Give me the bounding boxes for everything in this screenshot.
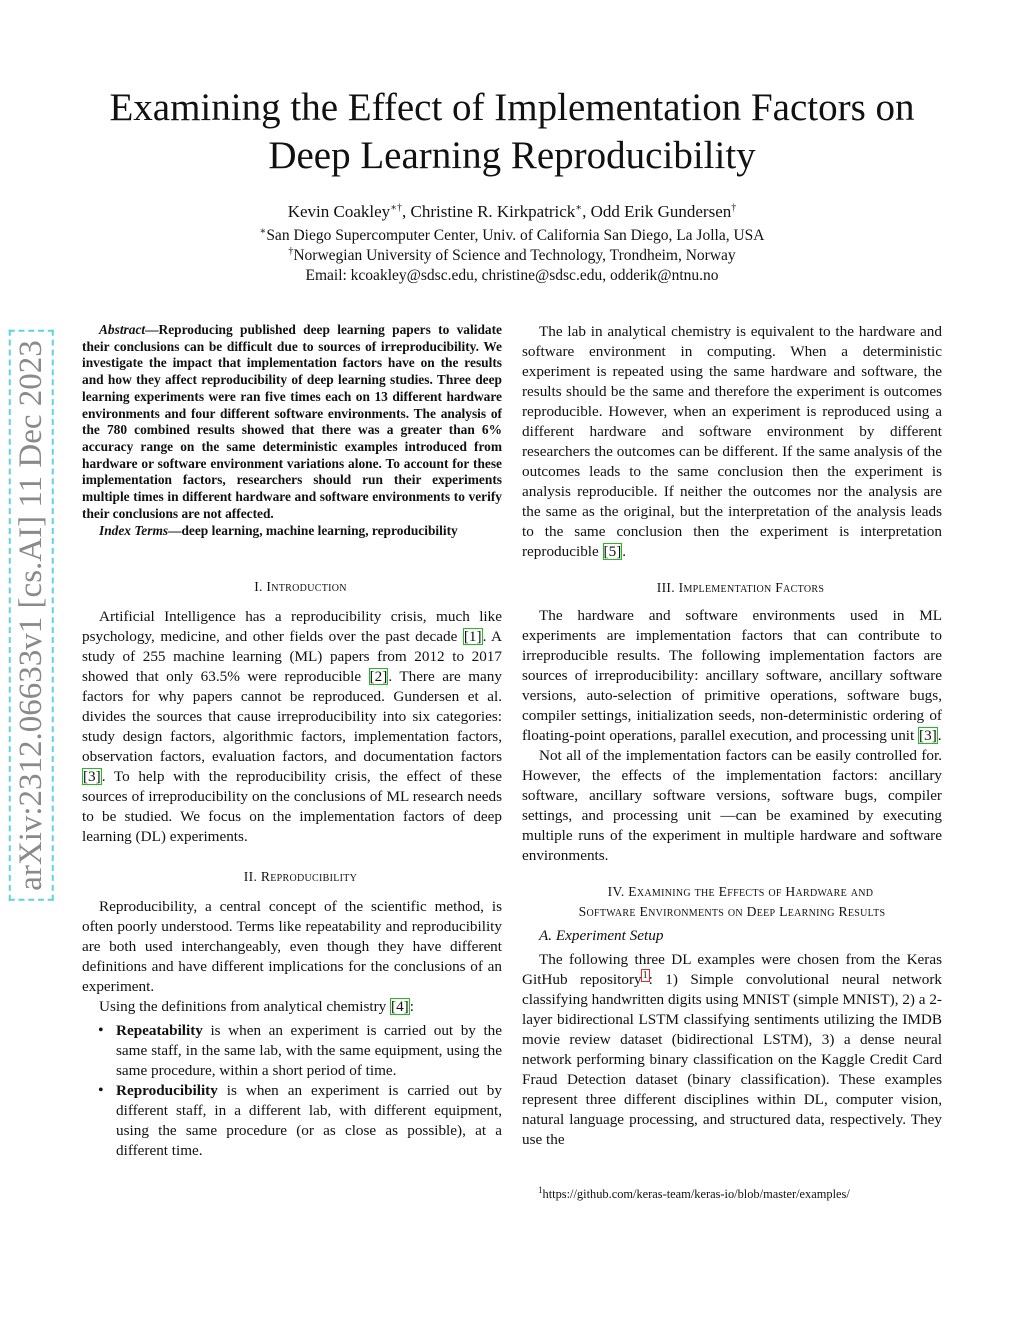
affiliation-1-mark: ∗: [259, 225, 267, 237]
repro-paragraph-3: [522, 322, 942, 562]
author-1: Kevin Coakley: [287, 202, 391, 221]
impl-paragraph-1: [522, 606, 942, 746]
bullet-term-repeatability: Repeatability: [116, 1022, 203, 1040]
author-3-mark: †: [731, 202, 737, 214]
list-item: [116, 1021, 502, 1081]
affiliation-1-text: San Diego Supercomputer Center, Univ. of California San Diego, La Jolla, USA: [266, 227, 765, 244]
repro-paragraph-1: Reproducibility, a central concept of the scientific method, is often poorly understood. Terms like repeatability and reproducibility are both used interchangeably, even though they have different definitions and have different implications for the conclusions of an experiment.: [82, 898, 502, 996]
setup-text-a: The following three DL examples were chosen from the Keras GitHub repository: [522, 951, 942, 988]
examining-title-line-1: IV. Examining the Effects of Hardware and: [607, 884, 874, 899]
abstract: [82, 322, 502, 522]
index-terms: [82, 522, 502, 539]
setup-paragraph: [522, 950, 942, 1150]
arxiv-sidebar: [0, 320, 62, 910]
setup-text-b: : 1) Simple convolutional neural network classifying handwritten digits using MNIST (simple MNIST), 2) a 2-layer bidirectional LSTM classifying sentiments utilizing the IMDB movie review dataset (bidirectional LSTM), 3) a dense neural network performing binary classification on the Kaggle Credit Card Fraud Detection dataset (binary classification). These examples represent three different disciplines within DL, computer vision, natural language processing, and structured data, respectively. They use the: [522, 971, 942, 1148]
affiliation-2-mark: †: [288, 245, 294, 257]
author-2: , Christine R. Kirkpatrick: [401, 202, 576, 221]
section-heading-introduction: I. Introduction: [254, 579, 347, 595]
author-3: , Odd Erik Gundersen: [582, 202, 732, 221]
abstract-text: —Reproducing published deep learning papers to validate their conclusions can be difficult due to sources of irreproducibility. We investigate the impact that implementation factors have on the results and how they affect reproducibility of deep learning studies. Three deep learning experiments were ran five times each on 13 different hardware environments and four different software environments. The analysis of the 780 combined results showed that there was a greater than 6% accuracy range on the same deterministic examples introduced from hardware or software environment variations alone. To account for these implementation factors, researchers should run their experiments multiple times in different hardware and software environments to verify their conclusions are not affected.: [82, 322, 502, 521]
citation-5[interactable]: [5]: [603, 543, 622, 560]
impl-p1-text-a: The hardware and software environments used in ML experiments are implementation factors that can contribute to irreproducible results. The following implementation factors are sources of irreproducibility: ancillary software, ancillary software versions, auto-selection of primitive operations, software bugs, compiler settings, initialization seeds, non-deterministic ordering of floating-point operations, parallel execution, and processing unit: [522, 607, 942, 744]
right-column: [522, 322, 942, 1150]
citation-4[interactable]: [4]: [391, 998, 409, 1016]
impl-p1-text-b: .: [937, 727, 942, 744]
definition-list: [82, 1021, 502, 1161]
bullet-text-repeatability: is when an experiment is carried out by the same staff, in the same lab, with the same equipment, using the same procedure, within a short period of time.: [116, 1022, 502, 1080]
section-heading-implementation-factors: III. Implementation Factors: [656, 580, 825, 595]
index-terms-label: Index Terms: [99, 523, 169, 539]
intro-paragraph: [82, 607, 502, 847]
index-terms-text: —deep learning, machine learning, reproducibility: [168, 523, 458, 539]
title-line-1: Examining the Effect of Implementation Factors on: [109, 86, 915, 129]
email-line: Email: kcoakley@sdsc.edu, christine@sdsc.edu, odderik@ntnu.no: [305, 267, 719, 284]
examining-title-line-2: Software Environments on Deep Learning Results: [578, 904, 886, 919]
repro-p2-text-b: :: [409, 998, 414, 1016]
list-item: [116, 1081, 502, 1161]
intro-text-b: . A study of 255 machine learning (ML) papers from 2012 to 2017 showed that only 63.5% were reproducible: [82, 628, 502, 686]
footnote-ref-1[interactable]: 1: [642, 969, 648, 981]
repro-p3-text-a: The lab in analytical chemistry is equivalent to the hardware and software environment in computing. When a deterministic experiment is repeated using the same hardware and software, the results should be the same and therefore the experiment is outcomes reproducible. However, when an experiment is reproduced using a different hardware and software environment by different researchers the outcomes can be different. If the same analysis of the outcomes leads to the same conclusion then the experiment is analysis reproducible. If neither the outcomes nor the analysis are the same as the original, but the interpretation of the analysis leads to the same conclusion then the experiment is interpretation reproducible: [522, 323, 942, 560]
intro-text-d: . To help with the reproducibility crisis, the effect of these sources of irreproducibility on the conclusions of ML research needs to be studied. We focus on the implementation factors of deep learning (DL) experiments.: [82, 768, 502, 846]
author-block: [60, 200, 964, 286]
bullet-term-reproducibility: Reproducibility: [116, 1082, 218, 1100]
repro-paragraph-2: [82, 997, 502, 1017]
footnote-url[interactable]: https://github.com/keras-team/keras-io/blob/master/examples/: [542, 1187, 850, 1201]
bullet-text-reproducibility: is when an experiment is carried out by different staff, in a different lab, with different equipment, using the same procedure (or as close as possible), at a different time.: [116, 1082, 502, 1160]
affiliation-1: [60, 226, 964, 246]
footnote: [538, 1186, 850, 1202]
left-column: [82, 322, 502, 1161]
impl-paragraph-2: Not all of the implementation factors can be easily controlled for. However, the effects of the implementation factors: ancillary software, ancillary software versions, software bugs, compiler settings, and processing unit —can be examined by executing multiple runs of the experiment in multiple hardware and software environments.: [522, 747, 942, 864]
abstract-label: Abstract: [99, 322, 146, 337]
citation-3b[interactable]: [3]: [919, 727, 937, 744]
intro-text-a: Artificial Intelligence has a reproducibility crisis, much like psychology, medicine, and other fields over the past decade: [82, 608, 502, 646]
section-heading-examining: [522, 882, 942, 922]
paper-title: [60, 84, 964, 180]
repro-p2-text-a: Using the definitions from analytical chemistry: [99, 998, 391, 1016]
arxiv-id[interactable]: arXiv:2312.06633v1 [cs.AI] 11 Dec 2023: [9, 330, 54, 901]
subsection-heading-experiment-setup: A. Experiment Setup: [539, 927, 664, 944]
section-heading-reproducibility: II. Reproducibility: [243, 869, 358, 885]
affiliation-2-text: Norwegian University of Science and Technology, Trondheim, Norway: [293, 247, 736, 264]
intro-text-c: . There are many factors for why papers cannot be reproduced. Gundersen et al. divides the sources that cause irreproducibility into six categories: study design factors, algorithmic factors, implementation factors, observation factors, evaluation factors, and documentation factors: [82, 668, 502, 766]
footnote-mark: 1: [538, 1184, 543, 1195]
citation-1[interactable]: [1]: [463, 628, 482, 646]
citation-3[interactable]: [3]: [83, 768, 101, 786]
affiliation-2: [60, 246, 964, 266]
author-1-mark: ∗†: [390, 202, 402, 214]
author-2-mark: ∗: [575, 202, 583, 214]
citation-2[interactable]: [2]: [369, 668, 388, 686]
title-line-2: Deep Learning Reproducibility: [268, 134, 756, 177]
repro-p3-text-b: .: [622, 543, 627, 560]
author-list: [60, 200, 964, 224]
